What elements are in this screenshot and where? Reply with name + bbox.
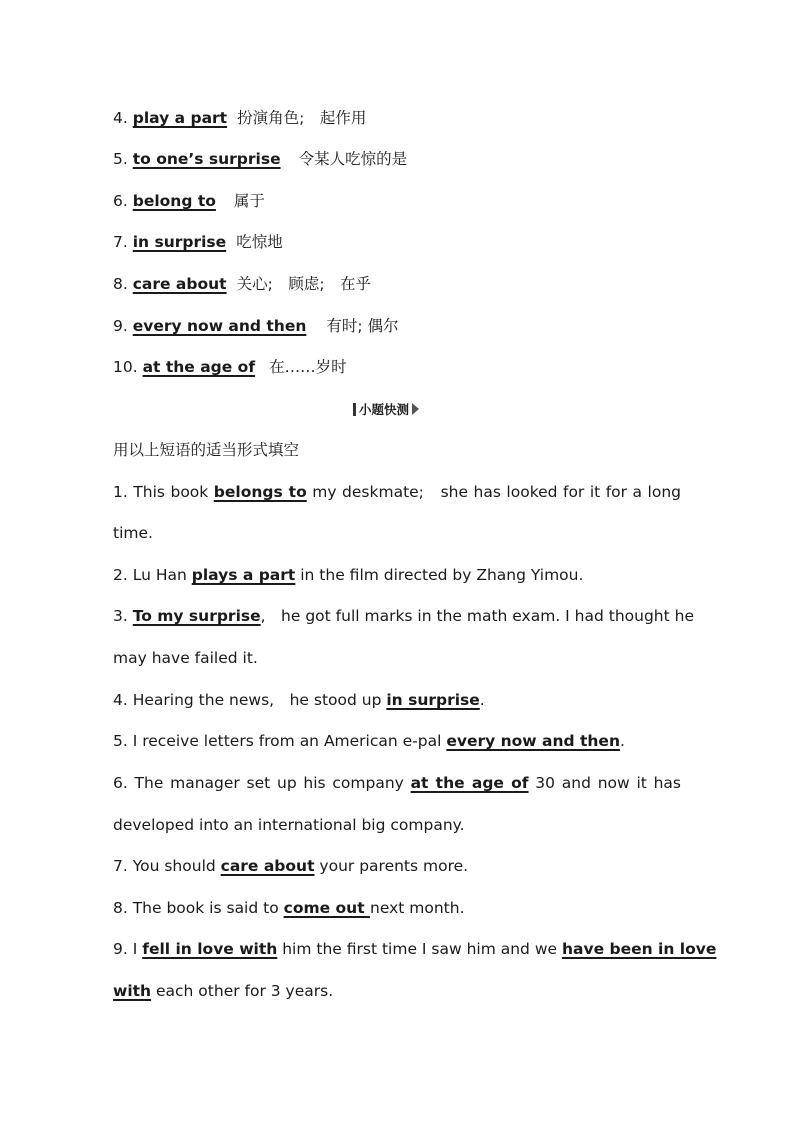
exercise-3-continued: may have failed it. <box>113 649 258 667</box>
answer: have been in love <box>561 940 717 958</box>
exercise-9-continued: with each other for 3 years. <box>113 982 334 1000</box>
phrase-item-7 <box>113 232 681 252</box>
phrase-item-5 <box>113 149 681 169</box>
exercise-6: 6. The manager set up his company at the age of 30 and now it has <box>113 774 681 792</box>
exercise-1-continued: time. <box>113 524 153 542</box>
phrase-item-9 <box>113 316 681 336</box>
answer: every now and then <box>446 732 620 750</box>
phrase-term: in surprise <box>132 233 227 251</box>
exercise-7: 7. You should care about your parents more. <box>113 857 469 875</box>
section-banner <box>353 399 419 419</box>
phrase-meaning: 扮演角色; 起作用 <box>237 109 367 127</box>
phrase-term: every now and then <box>132 317 307 335</box>
answer: belongs to <box>213 483 307 501</box>
phrase-number: 10. <box>113 358 138 376</box>
section-title: 小题快测 <box>359 402 410 417</box>
exercise-2: 2. Lu Han plays a part in the film directed by Zhang Yimou. <box>113 566 584 584</box>
exercise-3: 3. To my surprise, he got full marks in the math exam. I had thought he <box>113 607 694 625</box>
phrase-term: at the age of <box>142 358 256 376</box>
phrase-term: to one’s surprise <box>132 150 281 168</box>
banner-bar-icon <box>353 403 356 416</box>
phrase-item-4 <box>113 108 681 128</box>
phrase-number: 5. <box>113 150 128 168</box>
answer: care about <box>220 857 315 875</box>
exercise-5: 5. I receive letters from an American e-pal every now and then. <box>113 732 625 750</box>
answer: plays a part <box>191 566 296 584</box>
phrase-meaning: 有时; 偶尔 <box>326 317 399 335</box>
phrase-term: care about <box>132 275 227 293</box>
answer: in surprise <box>386 691 480 709</box>
phrase-number: 4. <box>113 109 128 127</box>
exercise-4: 4. Hearing the news, he stood up in surprise. <box>113 691 485 709</box>
phrase-item-8 <box>113 274 681 294</box>
answer: with <box>113 982 152 1000</box>
exercise-1: 1. This book belongs to my deskmate; she has looked for it for a long <box>113 483 681 501</box>
phrase-meaning: 属于 <box>233 192 265 210</box>
instruction: 用以上短语的适当形式填空 <box>113 441 300 459</box>
exercise-9: 9. I fell in love with him the first time I saw him and we have been in love <box>113 940 717 958</box>
phrase-term: belong to <box>132 192 216 210</box>
phrase-number: 6. <box>113 192 128 210</box>
phrase-meaning: 令某人吃惊的是 <box>298 150 408 168</box>
phrase-item-10 <box>113 357 681 377</box>
exercise-6-continued: developed into an international big company. <box>113 816 465 834</box>
phrase-number: 7. <box>113 233 128 251</box>
phrase-meaning: 吃惊地 <box>236 233 283 251</box>
answer: fell in love with <box>142 940 278 958</box>
answer: To my surprise <box>132 607 261 625</box>
answer: at the age of <box>410 774 529 792</box>
phrase-term: play a part <box>132 109 228 127</box>
phrase-meaning: 在……岁时 <box>269 358 347 376</box>
phrase-item-6 <box>113 191 681 211</box>
exercise-8: 8. The book is said to come out next month. <box>113 899 465 917</box>
phrase-number: 9. <box>113 317 128 335</box>
banner-arrow-icon <box>412 403 419 415</box>
phrase-meaning: 关心; 顾虑; 在乎 <box>236 275 372 293</box>
answer: come out <box>283 899 371 917</box>
phrase-number: 8. <box>113 275 128 293</box>
